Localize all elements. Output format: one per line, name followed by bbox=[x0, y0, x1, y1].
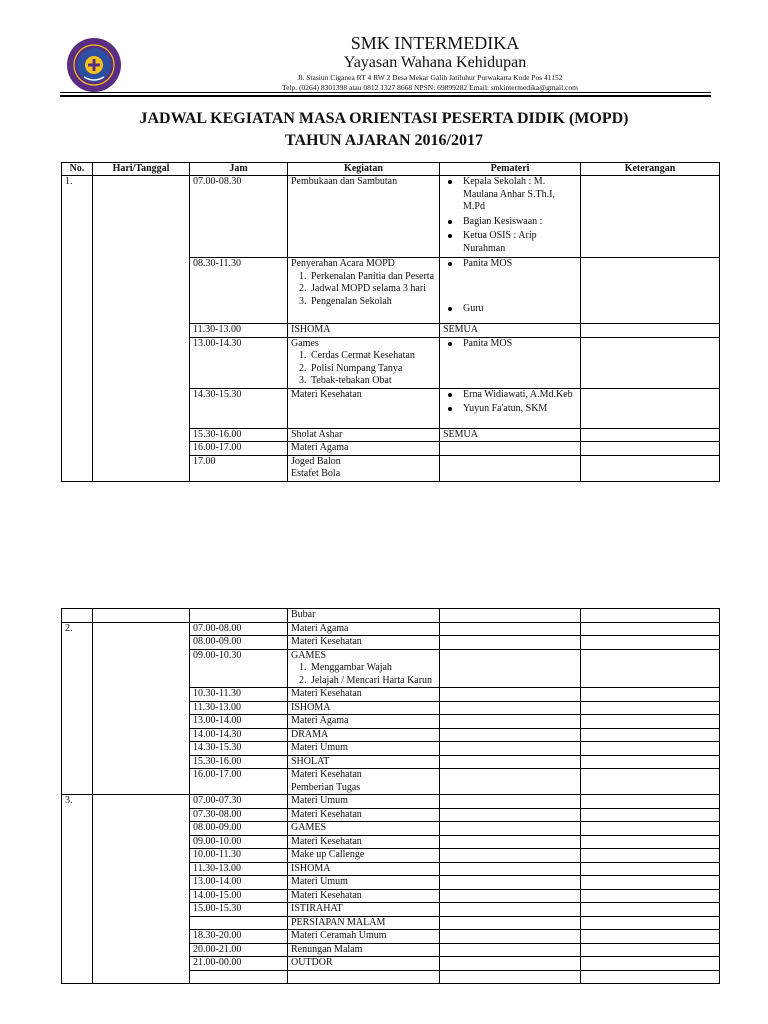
time-cell bbox=[190, 916, 288, 930]
time-cell: 15.00-15.30 bbox=[190, 903, 288, 917]
col-no: No. bbox=[62, 163, 93, 176]
note-cell bbox=[581, 324, 720, 338]
table-row bbox=[62, 609, 720, 623]
speaker-cell bbox=[440, 822, 581, 836]
activity-cell: GAMES bbox=[288, 822, 440, 836]
time-cell: 09.00-10.00 bbox=[190, 835, 288, 849]
speaker-cell bbox=[440, 835, 581, 849]
time-cell: 16.00-17.00 bbox=[190, 442, 288, 456]
speaker-cell bbox=[440, 876, 581, 890]
note-cell bbox=[581, 876, 720, 890]
activity-line: Materi Kesehatan bbox=[291, 769, 362, 780]
activity-cell: Materi Kesehatan bbox=[288, 688, 440, 702]
activity-cell: PERSIAPAN MALAM bbox=[288, 916, 440, 930]
day-date bbox=[93, 622, 190, 795]
school-contact: Telp. (0264) 8301398 atau 0812 1327 8668 NPSN: 69899282 Email: smkintermedika@gmail.com bbox=[282, 83, 578, 92]
note-cell bbox=[581, 808, 720, 822]
speaker-cell: SEMUA bbox=[440, 428, 581, 442]
note-cell bbox=[581, 609, 720, 623]
note-cell bbox=[581, 388, 720, 428]
activity-cell: Materi Kesehatan bbox=[288, 835, 440, 849]
activity-item: 3. Tebak-tebakan Obat bbox=[309, 375, 436, 388]
speaker-cell: SEMUA bbox=[440, 324, 581, 338]
speaker-cell bbox=[440, 808, 581, 822]
activity-cell: ISTIRAHAT bbox=[288, 903, 440, 917]
time-cell: 15.30-16.00 bbox=[190, 755, 288, 769]
note-cell bbox=[581, 835, 720, 849]
activity-cell: Pembukaan dan Sambutan bbox=[288, 176, 440, 258]
activity-cell: Materi Kesehatan bbox=[288, 636, 440, 650]
activity-line: Pemberian Tugas bbox=[291, 781, 361, 793]
activity-item: 1. Menggambar Wajah bbox=[309, 662, 436, 675]
activity-cell: Materi Agama bbox=[288, 622, 440, 636]
speaker-cell bbox=[440, 903, 581, 917]
activity-title: Games bbox=[291, 337, 319, 349]
speaker-cell bbox=[440, 388, 581, 428]
note-cell bbox=[581, 862, 720, 876]
time-cell: 14.30-15.30 bbox=[190, 742, 288, 756]
speaker-cell bbox=[440, 442, 581, 456]
note-cell bbox=[581, 442, 720, 456]
speaker-cell bbox=[440, 176, 581, 258]
activity-item: 2. Polisi Numpang Tanya bbox=[309, 363, 436, 376]
time-cell: 07.00-08.30 bbox=[190, 176, 288, 258]
activity-item: 1. Cerdas Cermat Kesehatan bbox=[309, 350, 436, 363]
activity-cell: Materi Umum bbox=[288, 795, 440, 809]
time-cell bbox=[190, 970, 288, 983]
col-hari: Hari/Tanggal bbox=[93, 163, 190, 176]
activity-cell: Sholat Ashar bbox=[288, 428, 440, 442]
activity-cell: Materi Kesehatan bbox=[288, 808, 440, 822]
note-cell bbox=[581, 428, 720, 442]
time-cell bbox=[190, 609, 288, 623]
speaker-cell bbox=[440, 849, 581, 863]
day-number: 2. bbox=[62, 622, 93, 795]
note-cell bbox=[581, 849, 720, 863]
time-cell: 08.30-11.30 bbox=[190, 258, 288, 324]
note-cell bbox=[581, 970, 720, 983]
speaker-cell bbox=[440, 970, 581, 983]
note-cell bbox=[581, 916, 720, 930]
note-cell bbox=[581, 822, 720, 836]
time-cell: 13.00-14.00 bbox=[190, 715, 288, 729]
speaker-cell bbox=[440, 609, 581, 623]
time-cell: 10.00-11.30 bbox=[190, 849, 288, 863]
table-row bbox=[62, 622, 720, 636]
time-cell: 20.00-21.00 bbox=[190, 943, 288, 957]
table-header-row bbox=[62, 163, 720, 176]
activity-title: GAMES bbox=[291, 649, 327, 661]
day-number: 1. bbox=[62, 176, 93, 482]
activity-cell: Make up Callenge bbox=[288, 849, 440, 863]
activity-cell bbox=[288, 649, 440, 688]
activity-cell: DRAMA bbox=[288, 728, 440, 742]
time-cell: 18.30-20.00 bbox=[190, 930, 288, 944]
activity-cell: ISHOMA bbox=[288, 324, 440, 338]
speaker-item: Ketua OSIS : Arip Nurahman bbox=[457, 230, 577, 255]
speaker-cell bbox=[440, 649, 581, 688]
note-cell bbox=[581, 688, 720, 702]
foundation-name: Yayasan Wahana Kehidupan bbox=[343, 54, 527, 71]
speaker-cell bbox=[440, 622, 581, 636]
header-rule-thin bbox=[60, 92, 711, 93]
activity-cell: Materi Ceramah Umum bbox=[288, 930, 440, 944]
day-date bbox=[93, 795, 190, 984]
table-row bbox=[62, 795, 720, 809]
speaker-cell bbox=[440, 715, 581, 729]
time-cell: 14.00-15.00 bbox=[190, 889, 288, 903]
note-cell bbox=[581, 176, 720, 258]
activity-item: 1. Perkenalan Panitia dan Peserta bbox=[309, 271, 436, 284]
time-cell: 09.00-10.30 bbox=[190, 649, 288, 688]
note-cell bbox=[581, 701, 720, 715]
school-address: Jl. Stasiun Ciganea RT 4 RW 2 Desa Mekar Galih Jatiluhur Purwakarta Kode Pos 41152 bbox=[297, 73, 563, 82]
note-cell bbox=[581, 636, 720, 650]
day-date bbox=[93, 176, 190, 482]
speaker-item: Erna Widiawati, A.Md.Keb bbox=[457, 389, 577, 402]
speaker-cell bbox=[440, 943, 581, 957]
day-date bbox=[93, 609, 190, 623]
activity-line: Estafet Bola bbox=[291, 468, 341, 479]
activity-item: 2. Jadwal MOPD selama 3 hari bbox=[309, 283, 436, 296]
table-row bbox=[62, 176, 720, 258]
speaker-cell bbox=[440, 636, 581, 650]
activity-cell: ISHOMA bbox=[288, 701, 440, 715]
activity-cell bbox=[288, 258, 440, 324]
speaker-cell bbox=[440, 337, 581, 388]
activity-cell: SHOLAT bbox=[288, 755, 440, 769]
speaker-cell bbox=[440, 742, 581, 756]
col-jam: Jam bbox=[190, 163, 288, 176]
note-cell bbox=[581, 715, 720, 729]
time-cell: 07.00-08.00 bbox=[190, 622, 288, 636]
activity-cell: ISHOMA bbox=[288, 862, 440, 876]
activity-cell: OUTDOR bbox=[288, 957, 440, 971]
speaker-cell bbox=[440, 258, 581, 324]
speaker-cell bbox=[440, 755, 581, 769]
note-cell bbox=[581, 769, 720, 795]
note-cell bbox=[581, 889, 720, 903]
note-cell bbox=[581, 943, 720, 957]
doc-subtitle: TAHUN AJARAN 2016/2017 bbox=[285, 132, 483, 149]
activity-cell: Renungan Malam bbox=[288, 943, 440, 957]
speaker-cell bbox=[440, 916, 581, 930]
time-cell: 11.30-13.00 bbox=[190, 701, 288, 715]
col-keterangan: Keterangan bbox=[581, 163, 720, 176]
speaker-cell bbox=[440, 769, 581, 795]
note-cell bbox=[581, 622, 720, 636]
activity-cell bbox=[288, 970, 440, 983]
speaker-item: Kepala Sekolah : M. Maulana Anhar S.Th.I, M.Pd bbox=[457, 176, 577, 214]
doc-title: JADWAL KEGIATAN MASA ORIENTASI PESERTA DIDIK (MOPD) bbox=[139, 110, 629, 127]
activity-title: Penyerahan Acara MOPD bbox=[291, 258, 395, 269]
col-pemateri: Pemateri bbox=[440, 163, 581, 176]
time-cell: 14.30-15.30 bbox=[190, 388, 288, 428]
activity-cell: Materi Agama bbox=[288, 715, 440, 729]
speaker-cell bbox=[440, 795, 581, 809]
note-cell bbox=[581, 455, 720, 481]
activity-item: 3. Pengenalan Sekolah bbox=[309, 296, 436, 309]
time-cell: 07.30-08.00 bbox=[190, 808, 288, 822]
day-number: 3. bbox=[62, 795, 93, 984]
time-cell: 14.00-14.30 bbox=[190, 728, 288, 742]
speaker-item: Panita MOS bbox=[457, 258, 577, 271]
note-cell bbox=[581, 957, 720, 971]
time-cell: 11.30-13.00 bbox=[190, 324, 288, 338]
schedule-table-day1 bbox=[61, 162, 720, 482]
speaker-item: Panita MOS bbox=[457, 338, 577, 351]
speaker-item: Yuyun Fa'atun, SKM bbox=[457, 403, 577, 416]
note-cell bbox=[581, 337, 720, 388]
activity-cell: Materi Umum bbox=[288, 742, 440, 756]
activity-cell bbox=[288, 337, 440, 388]
note-cell bbox=[581, 755, 720, 769]
note-cell bbox=[581, 728, 720, 742]
time-cell: 11.30-13.00 bbox=[190, 862, 288, 876]
note-cell bbox=[581, 258, 720, 324]
time-cell: 13.00-14.00 bbox=[190, 876, 288, 890]
time-cell: 08.00-09.00 bbox=[190, 636, 288, 650]
speaker-cell bbox=[440, 862, 581, 876]
speaker-cell bbox=[440, 889, 581, 903]
note-cell bbox=[581, 795, 720, 809]
speaker-cell bbox=[440, 930, 581, 944]
activity-line: Joged Balon bbox=[291, 455, 341, 467]
school-name: SMK INTERMEDIKA bbox=[350, 33, 520, 53]
time-cell: 16.00-17.00 bbox=[190, 769, 288, 795]
activity-cell: Materi Kesehatan bbox=[288, 889, 440, 903]
activity-cell: Materi Umum bbox=[288, 876, 440, 890]
speaker-cell bbox=[440, 957, 581, 971]
note-cell bbox=[581, 649, 720, 688]
time-cell: 13.00-14.30 bbox=[190, 337, 288, 388]
activity-cell: Bubar bbox=[288, 609, 440, 623]
time-cell: 17.00 bbox=[190, 455, 288, 481]
time-cell: 15.30-16.00 bbox=[190, 428, 288, 442]
schedule-table-day2-3 bbox=[61, 608, 720, 984]
speaker-cell bbox=[440, 688, 581, 702]
header-rule-thick bbox=[60, 95, 711, 97]
day-number bbox=[62, 609, 93, 623]
activity-cell bbox=[288, 769, 440, 795]
time-cell: 08.00-09.00 bbox=[190, 822, 288, 836]
activity-cell bbox=[288, 455, 440, 481]
speaker-item: Guru bbox=[457, 303, 577, 316]
time-cell: 21.00-00.00 bbox=[190, 957, 288, 971]
speaker-cell bbox=[440, 728, 581, 742]
note-cell bbox=[581, 742, 720, 756]
time-cell: 07.00-07.30 bbox=[190, 795, 288, 809]
col-kegiatan: Kegiatan bbox=[288, 163, 440, 176]
activity-cell: Materi Kesehatan bbox=[288, 388, 440, 428]
speaker-cell bbox=[440, 455, 581, 481]
activity-item: 2. Jelajah / Mencari Harta Karun bbox=[309, 675, 436, 688]
note-cell bbox=[581, 930, 720, 944]
speaker-item: Bagian Kesiswaan : bbox=[457, 216, 577, 229]
speaker-cell bbox=[440, 701, 581, 715]
time-cell: 10.30-11.30 bbox=[190, 688, 288, 702]
activity-cell: Materi Agama bbox=[288, 442, 440, 456]
note-cell bbox=[581, 903, 720, 917]
